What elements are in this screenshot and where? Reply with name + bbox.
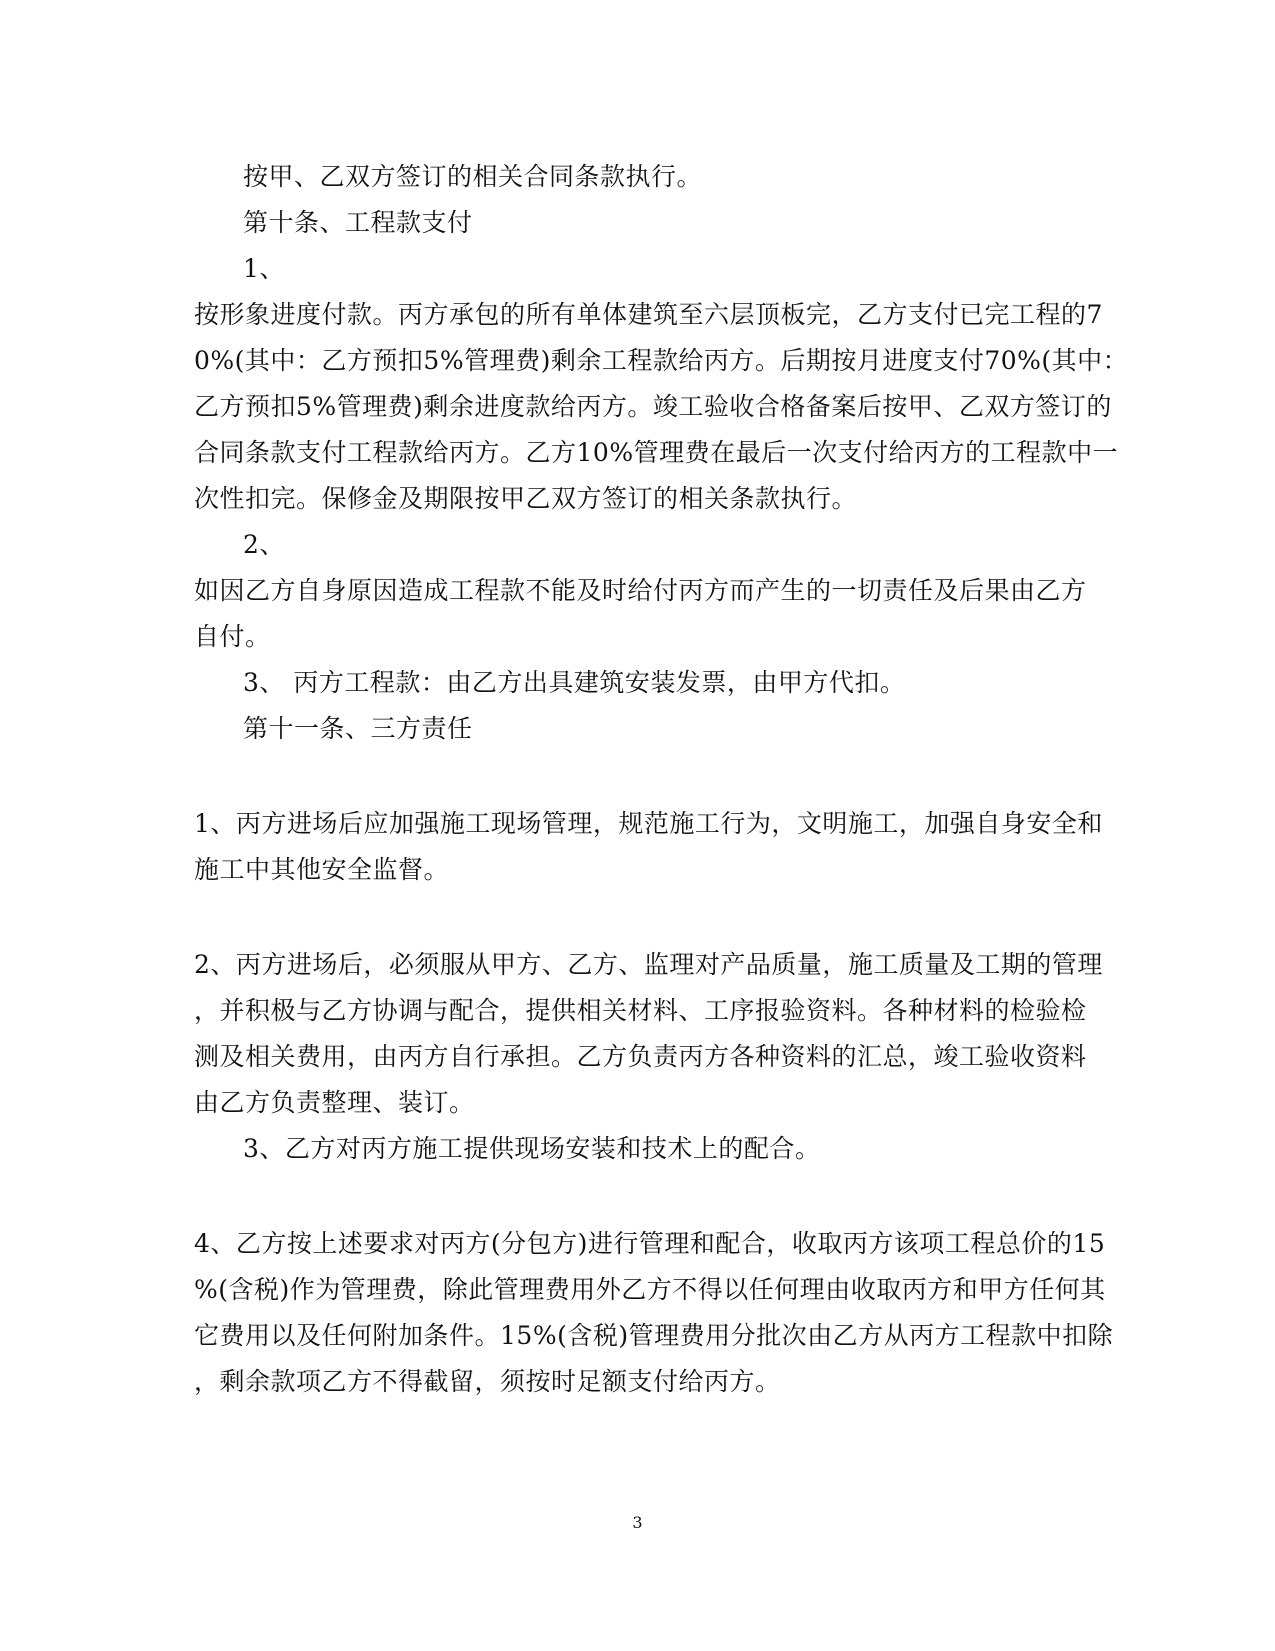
text-line: 施工中其他安全监督。: [194, 855, 450, 884]
list-number: 2、: [243, 530, 285, 559]
text-line: 它费用以及任何附加条件。15%(含税)管理费用分批次由乙方从丙方工程款中扣除: [194, 1321, 1114, 1350]
text-line: 合同条款支付工程款给丙方。乙方10%管理费在最后一次支付给丙方的工程款中一: [194, 438, 1119, 467]
text-line: 0%(其中：乙方预扣5%管理费)剩余工程款给丙方。后期按月进度支付70%(其中：: [194, 346, 1129, 375]
text-line: 自付。: [194, 622, 271, 651]
text-line: ，剩余款项乙方不得截留，须按时足额支付给丙方。: [194, 1367, 781, 1396]
text-line: 4、乙方按上述要求对丙方(分包方)进行管理和配合，收取丙方该项工程总价的15: [194, 1229, 1106, 1258]
list-number: 1、: [243, 254, 285, 283]
text-line: ，并积极与乙方协调与配合，提供相关材料、工序报验资料。各种材料的检验检: [194, 996, 1087, 1025]
text-line: 2、丙方进场后，必须服从甲方、乙方、监理对产品质量，施工质量及工期的管理: [194, 950, 1103, 979]
text-line: 3、乙方对丙方施工提供现场安装和技术上的配合。: [243, 1134, 821, 1163]
text-line: 测及相关费用，由丙方自行承担。乙方负责丙方各种资料的汇总，竣工验收资料: [194, 1042, 1087, 1071]
text-line: 由乙方负责整理、装订。: [194, 1088, 475, 1117]
text-line: %(含税)作为管理费，除此管理费用外乙方不得以任何理由收取丙方和甲方任何其: [194, 1275, 1106, 1304]
text-line: 3、 丙方工程款：由乙方出具建筑安装发票，由甲方代扣。: [243, 668, 906, 697]
text-line: 次性扣完。保修金及期限按甲乙双方签订的相关条款执行。: [194, 484, 858, 513]
text-line: 按形象进度付款。丙方承包的所有单体建筑至六层顶板完，乙方支付已完工程的7: [194, 300, 1103, 329]
text-line: 按甲、乙双方签订的相关合同条款执行。: [243, 162, 703, 191]
section-heading: 第十一条、三方责任: [243, 714, 473, 743]
page-number: 3: [632, 1513, 643, 1532]
section-heading: 第十条、工程款支付: [243, 208, 473, 237]
text-line: 乙方预扣5%管理费)剩余进度款给丙方。竣工验收合格备案后按甲、乙双方签订的: [194, 392, 1112, 421]
text-line: 如因乙方自身原因造成工程款不能及时给付丙方而产生的一切责任及后果由乙方: [194, 576, 1087, 605]
text-line: 1、丙方进场后应加强施工现场管理，规范施工行为，文明施工，加强自身安全和: [194, 809, 1103, 838]
